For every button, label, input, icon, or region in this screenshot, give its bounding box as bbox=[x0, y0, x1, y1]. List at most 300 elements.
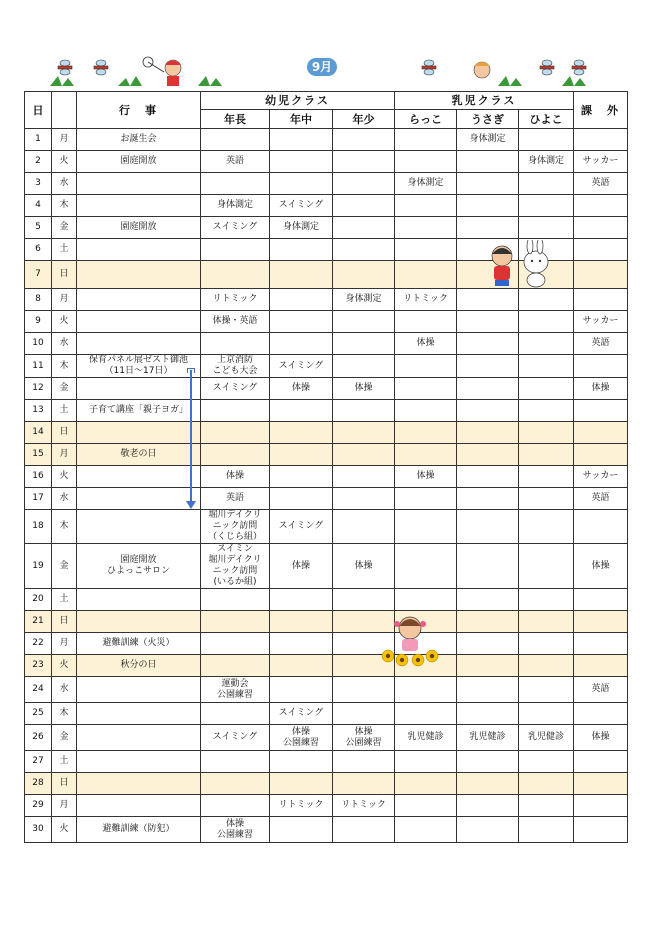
rakko-cell bbox=[395, 510, 457, 544]
event-cell bbox=[77, 703, 201, 725]
header-youji-class: 幼児クラス bbox=[201, 92, 395, 110]
nencho-cell: 身体測定 bbox=[201, 195, 270, 217]
header-day: 日 bbox=[25, 92, 52, 129]
child-and-bunny-illustration bbox=[482, 240, 554, 288]
table-row bbox=[25, 378, 628, 400]
nensho-cell bbox=[333, 773, 395, 795]
hiyoko-cell bbox=[519, 589, 574, 611]
weekday-cell: 木 bbox=[52, 510, 77, 544]
kagai-cell bbox=[574, 611, 628, 633]
header-events: 行 事 bbox=[77, 92, 201, 129]
kagai-cell bbox=[574, 195, 628, 217]
table-row bbox=[25, 751, 628, 773]
weekday-cell: 火 bbox=[52, 655, 77, 677]
hiyoko-cell bbox=[519, 677, 574, 703]
rakko-cell bbox=[395, 378, 457, 400]
nencho-cell bbox=[201, 611, 270, 633]
nencho-cell bbox=[201, 444, 270, 466]
dragonfly-and-child-illustration bbox=[48, 52, 238, 90]
day-number-cell: 16 bbox=[25, 466, 52, 488]
date-range-arrow-head bbox=[186, 501, 196, 509]
table-row bbox=[25, 444, 628, 466]
day-number-cell: 26 bbox=[25, 725, 52, 751]
hiyoko-cell bbox=[519, 400, 574, 422]
nensho-cell bbox=[333, 239, 395, 261]
nenchu-cell bbox=[270, 400, 333, 422]
nenchu-cell: スイミング bbox=[270, 195, 333, 217]
nencho-cell bbox=[201, 173, 270, 195]
kagai-cell: 英語 bbox=[574, 488, 628, 510]
rakko-cell: 体操 bbox=[395, 466, 457, 488]
usagi-cell bbox=[457, 795, 519, 817]
nencho-cell bbox=[201, 773, 270, 795]
table-row bbox=[25, 817, 628, 843]
rakko-cell bbox=[395, 589, 457, 611]
rakko-cell bbox=[395, 795, 457, 817]
hiyoko-cell bbox=[519, 488, 574, 510]
event-cell bbox=[77, 795, 201, 817]
nenchu-cell: スイミング bbox=[270, 510, 333, 544]
kagai-cell bbox=[574, 817, 628, 843]
weekday-cell: 土 bbox=[52, 239, 77, 261]
nenchu-cell bbox=[270, 289, 333, 311]
weekday-cell: 水 bbox=[52, 488, 77, 510]
table-row bbox=[25, 611, 628, 633]
kagai-cell bbox=[574, 589, 628, 611]
day-number-cell: 5 bbox=[25, 217, 52, 239]
weekday-cell: 日 bbox=[52, 611, 77, 633]
weekday-cell: 火 bbox=[52, 311, 77, 333]
hiyoko-cell bbox=[519, 355, 574, 378]
table-row bbox=[25, 773, 628, 795]
nenchu-cell bbox=[270, 422, 333, 444]
hiyoko-cell bbox=[519, 466, 574, 488]
nenchu-cell bbox=[270, 488, 333, 510]
rakko-cell bbox=[395, 261, 457, 289]
nensho-cell bbox=[333, 195, 395, 217]
day-number-cell: 10 bbox=[25, 333, 52, 355]
hiyoko-cell bbox=[519, 655, 574, 677]
rakko-cell: 体操 bbox=[395, 333, 457, 355]
header-nenchu: 年中 bbox=[270, 110, 333, 129]
table-row bbox=[25, 422, 628, 444]
header-nencho: 年長 bbox=[201, 110, 270, 129]
hiyoko-cell bbox=[519, 611, 574, 633]
table-row bbox=[25, 510, 628, 544]
table-row bbox=[25, 725, 628, 751]
hiyoko-cell bbox=[519, 633, 574, 655]
table-row bbox=[25, 488, 628, 510]
hiyoko-cell bbox=[519, 333, 574, 355]
nencho-cell bbox=[201, 655, 270, 677]
usagi-cell bbox=[457, 773, 519, 795]
nencho-cell: 運動会 公園練習 bbox=[201, 677, 270, 703]
nenchu-cell: スイミング bbox=[270, 355, 333, 378]
rakko-cell bbox=[395, 239, 457, 261]
nensho-cell: 体操 公園練習 bbox=[333, 725, 395, 751]
table-row bbox=[25, 151, 628, 173]
rakko-cell bbox=[395, 195, 457, 217]
rakko-cell bbox=[395, 217, 457, 239]
event-cell: 秋分の日 bbox=[77, 655, 201, 677]
nencho-cell bbox=[201, 400, 270, 422]
weekday-cell: 金 bbox=[52, 725, 77, 751]
table-row bbox=[25, 311, 628, 333]
kagai-cell bbox=[574, 400, 628, 422]
day-number-cell: 21 bbox=[25, 611, 52, 633]
nenchu-cell: 身体測定 bbox=[270, 217, 333, 239]
hiyoko-cell bbox=[519, 795, 574, 817]
hiyoko-cell bbox=[519, 703, 574, 725]
girl-with-sunflowers-illustration bbox=[380, 612, 440, 672]
hiyoko-cell bbox=[519, 751, 574, 773]
nencho-cell: 英語 bbox=[201, 151, 270, 173]
nensho-cell bbox=[333, 488, 395, 510]
usagi-cell bbox=[457, 703, 519, 725]
nensho-cell bbox=[333, 444, 395, 466]
table-row bbox=[25, 466, 628, 488]
hiyoko-cell bbox=[519, 817, 574, 843]
kagai-cell: 英語 bbox=[574, 677, 628, 703]
nensho-cell: 体操 bbox=[333, 544, 395, 589]
weekday-cell: 月 bbox=[52, 444, 77, 466]
day-number-cell: 6 bbox=[25, 239, 52, 261]
day-number-cell: 25 bbox=[25, 703, 52, 725]
day-number-cell: 30 bbox=[25, 817, 52, 843]
event-cell: 避難訓練（火災） bbox=[77, 633, 201, 655]
table-row bbox=[25, 129, 628, 151]
usagi-cell bbox=[457, 400, 519, 422]
day-number-cell: 23 bbox=[25, 655, 52, 677]
table-row bbox=[25, 195, 628, 217]
kagai-cell bbox=[574, 217, 628, 239]
nensho-cell bbox=[333, 173, 395, 195]
table-row bbox=[25, 795, 628, 817]
hiyoko-cell bbox=[519, 422, 574, 444]
rakko-cell bbox=[395, 422, 457, 444]
nensho-cell bbox=[333, 355, 395, 378]
weekday-cell: 金 bbox=[52, 544, 77, 589]
rakko-cell bbox=[395, 400, 457, 422]
hiyoko-cell bbox=[519, 129, 574, 151]
rakko-cell bbox=[395, 703, 457, 725]
hiyoko-cell bbox=[519, 378, 574, 400]
weekday-cell: 月 bbox=[52, 795, 77, 817]
kagai-cell: 英語 bbox=[574, 173, 628, 195]
hiyoko-cell bbox=[519, 544, 574, 589]
nenchu-cell bbox=[270, 333, 333, 355]
usagi-cell: 乳児健診 bbox=[457, 725, 519, 751]
nencho-cell: スイミン 堀川デイクリ ニック訪問 (いるか組) bbox=[201, 544, 270, 589]
table-row bbox=[25, 400, 628, 422]
weekday-cell: 日 bbox=[52, 773, 77, 795]
kagai-cell bbox=[574, 795, 628, 817]
weekday-cell: 水 bbox=[52, 173, 77, 195]
day-number-cell: 13 bbox=[25, 400, 52, 422]
day-number-cell: 9 bbox=[25, 311, 52, 333]
day-number-cell: 4 bbox=[25, 195, 52, 217]
table-row bbox=[25, 173, 628, 195]
usagi-cell bbox=[457, 655, 519, 677]
event-cell bbox=[77, 239, 201, 261]
nencho-cell: スイミング bbox=[201, 725, 270, 751]
nensho-cell bbox=[333, 311, 395, 333]
day-number-cell: 2 bbox=[25, 151, 52, 173]
nencho-cell: 体操 公園練習 bbox=[201, 817, 270, 843]
nencho-cell bbox=[201, 703, 270, 725]
kagai-cell: 英語 bbox=[574, 333, 628, 355]
event-cell bbox=[77, 289, 201, 311]
day-number-cell: 15 bbox=[25, 444, 52, 466]
usagi-cell bbox=[457, 195, 519, 217]
nensho-cell bbox=[333, 703, 395, 725]
nencho-cell bbox=[201, 422, 270, 444]
nenchu-cell bbox=[270, 589, 333, 611]
day-number-cell: 20 bbox=[25, 589, 52, 611]
rakko-cell: 身体測定 bbox=[395, 173, 457, 195]
usagi-cell: 身体測定 bbox=[457, 129, 519, 151]
usagi-cell bbox=[457, 217, 519, 239]
nenchu-cell bbox=[270, 611, 333, 633]
weekday-cell: 月 bbox=[52, 633, 77, 655]
nenchu-cell bbox=[270, 311, 333, 333]
nenchu-cell bbox=[270, 444, 333, 466]
event-cell bbox=[77, 422, 201, 444]
nenchu-cell: 体操 bbox=[270, 378, 333, 400]
nensho-cell bbox=[333, 751, 395, 773]
nencho-cell bbox=[201, 129, 270, 151]
kagai-cell: サッカー bbox=[574, 151, 628, 173]
table-row bbox=[25, 217, 628, 239]
kagai-cell bbox=[574, 510, 628, 544]
table-row bbox=[25, 289, 628, 311]
kagai-cell: 体操 bbox=[574, 378, 628, 400]
nenchu-cell bbox=[270, 751, 333, 773]
rakko-cell: リトミック bbox=[395, 289, 457, 311]
event-cell bbox=[77, 378, 201, 400]
nensho-cell bbox=[333, 129, 395, 151]
table-row bbox=[25, 655, 628, 677]
nenchu-cell bbox=[270, 655, 333, 677]
nenchu-cell: 体操 公園練習 bbox=[270, 725, 333, 751]
header-weekday bbox=[52, 92, 77, 129]
day-number-cell: 22 bbox=[25, 633, 52, 655]
usagi-cell bbox=[457, 466, 519, 488]
day-number-cell: 14 bbox=[25, 422, 52, 444]
event-cell bbox=[77, 589, 201, 611]
nenchu-cell: リトミック bbox=[270, 795, 333, 817]
nensho-cell bbox=[333, 677, 395, 703]
event-cell bbox=[77, 173, 201, 195]
kagai-cell: サッカー bbox=[574, 311, 628, 333]
rakko-cell bbox=[395, 355, 457, 378]
table-row bbox=[25, 677, 628, 703]
kagai-cell bbox=[574, 261, 628, 289]
usagi-cell bbox=[457, 544, 519, 589]
nenchu-cell bbox=[270, 633, 333, 655]
nencho-cell bbox=[201, 333, 270, 355]
usagi-cell bbox=[457, 151, 519, 173]
table-row bbox=[25, 589, 628, 611]
table-row bbox=[25, 355, 628, 378]
day-number-cell: 24 bbox=[25, 677, 52, 703]
nenchu-cell bbox=[270, 773, 333, 795]
monthly-schedule-table bbox=[24, 91, 628, 843]
rakko-cell bbox=[395, 677, 457, 703]
nencho-cell bbox=[201, 261, 270, 289]
hiyoko-cell bbox=[519, 311, 574, 333]
event-cell: 敬老の日 bbox=[77, 444, 201, 466]
hiyoko-cell bbox=[519, 173, 574, 195]
nensho-cell bbox=[333, 333, 395, 355]
nenchu-cell bbox=[270, 129, 333, 151]
event-cell bbox=[77, 773, 201, 795]
kagai-cell bbox=[574, 239, 628, 261]
usagi-cell bbox=[457, 677, 519, 703]
kagai-cell: 体操 bbox=[574, 544, 628, 589]
event-cell bbox=[77, 311, 201, 333]
nenchu-cell bbox=[270, 173, 333, 195]
event-cell bbox=[77, 677, 201, 703]
nensho-cell bbox=[333, 422, 395, 444]
usagi-cell bbox=[457, 488, 519, 510]
date-range-arrow bbox=[190, 370, 192, 504]
table-row bbox=[25, 703, 628, 725]
event-cell bbox=[77, 751, 201, 773]
event-cell bbox=[77, 466, 201, 488]
nencho-cell: 体操・英語 bbox=[201, 311, 270, 333]
event-cell bbox=[77, 195, 201, 217]
usagi-cell bbox=[457, 751, 519, 773]
usagi-cell bbox=[457, 355, 519, 378]
rakko-cell bbox=[395, 444, 457, 466]
rakko-cell bbox=[395, 311, 457, 333]
hiyoko-cell bbox=[519, 217, 574, 239]
day-number-cell: 17 bbox=[25, 488, 52, 510]
kagai-cell: 体操 bbox=[574, 725, 628, 751]
table-row bbox=[25, 633, 628, 655]
nenchu-cell bbox=[270, 817, 333, 843]
nencho-cell: 体操 bbox=[201, 466, 270, 488]
kagai-cell bbox=[574, 422, 628, 444]
nensho-cell bbox=[333, 261, 395, 289]
month-badge: 9月 bbox=[307, 58, 337, 76]
hiyoko-cell bbox=[519, 773, 574, 795]
event-cell bbox=[77, 488, 201, 510]
event-cell: 避難訓練（防犯） bbox=[77, 817, 201, 843]
event-cell: お誕生会 bbox=[77, 129, 201, 151]
weekday-cell: 水 bbox=[52, 677, 77, 703]
header-hiyoko: ひよこ bbox=[519, 110, 574, 129]
event-cell bbox=[77, 510, 201, 544]
nensho-cell bbox=[333, 510, 395, 544]
nensho-cell: 身体測定 bbox=[333, 289, 395, 311]
event-cell: 保育パネル展ゼスト御池 （11日～17日） bbox=[77, 355, 201, 378]
weekday-cell: 金 bbox=[52, 217, 77, 239]
day-number-cell: 11 bbox=[25, 355, 52, 378]
weekday-cell: 水 bbox=[52, 333, 77, 355]
event-cell: 園庭開放 bbox=[77, 217, 201, 239]
header-kagai: 課 外 bbox=[574, 92, 628, 129]
nensho-cell bbox=[333, 151, 395, 173]
weekday-cell: 土 bbox=[52, 400, 77, 422]
kagai-cell bbox=[574, 633, 628, 655]
weekday-cell: 金 bbox=[52, 378, 77, 400]
day-number-cell: 19 bbox=[25, 544, 52, 589]
dragonfly-and-child-illustration-right bbox=[412, 52, 602, 90]
rakko-cell bbox=[395, 773, 457, 795]
day-number-cell: 1 bbox=[25, 129, 52, 151]
hiyoko-cell: 乳児健診 bbox=[519, 725, 574, 751]
kagai-cell bbox=[574, 773, 628, 795]
usagi-cell bbox=[457, 510, 519, 544]
usagi-cell bbox=[457, 378, 519, 400]
nenchu-cell bbox=[270, 239, 333, 261]
day-number-cell: 3 bbox=[25, 173, 52, 195]
weekday-cell: 月 bbox=[52, 289, 77, 311]
nencho-cell bbox=[201, 795, 270, 817]
kagai-cell bbox=[574, 129, 628, 151]
header-rakko: らっこ bbox=[395, 110, 457, 129]
nenchu-cell: 体操 bbox=[270, 544, 333, 589]
day-number-cell: 8 bbox=[25, 289, 52, 311]
hiyoko-cell: 身体測定 bbox=[519, 151, 574, 173]
usagi-cell bbox=[457, 444, 519, 466]
nencho-cell bbox=[201, 751, 270, 773]
weekday-cell: 月 bbox=[52, 129, 77, 151]
usagi-cell bbox=[457, 611, 519, 633]
usagi-cell bbox=[457, 589, 519, 611]
usagi-cell bbox=[457, 422, 519, 444]
header-usagi: うさぎ bbox=[457, 110, 519, 129]
nencho-cell: スイミング bbox=[201, 217, 270, 239]
nencho-cell: 上京消防 こども大会 bbox=[201, 355, 270, 378]
day-number-cell: 7 bbox=[25, 261, 52, 289]
kagai-cell bbox=[574, 289, 628, 311]
hiyoko-cell bbox=[519, 289, 574, 311]
event-cell: 子育て講座「親子ヨガ」 bbox=[77, 400, 201, 422]
rakko-cell bbox=[395, 129, 457, 151]
event-cell: 園庭開放 ひよっこサロン bbox=[77, 544, 201, 589]
header-nensho: 年少 bbox=[333, 110, 395, 129]
kagai-cell bbox=[574, 751, 628, 773]
nenchu-cell bbox=[270, 261, 333, 289]
nencho-cell: リトミック bbox=[201, 289, 270, 311]
nensho-cell bbox=[333, 217, 395, 239]
table-row bbox=[25, 544, 628, 589]
weekday-cell: 日 bbox=[52, 422, 77, 444]
rakko-cell bbox=[395, 817, 457, 843]
nenchu-cell bbox=[270, 466, 333, 488]
nenchu-cell bbox=[270, 151, 333, 173]
nenchu-cell bbox=[270, 677, 333, 703]
kagai-cell bbox=[574, 444, 628, 466]
event-cell: 園庭開放 bbox=[77, 151, 201, 173]
nensho-cell: 体操 bbox=[333, 378, 395, 400]
day-number-cell: 18 bbox=[25, 510, 52, 544]
nensho-cell bbox=[333, 589, 395, 611]
header-nyuji-class: 乳児クラス bbox=[395, 92, 574, 110]
kagai-cell bbox=[574, 703, 628, 725]
event-cell bbox=[77, 725, 201, 751]
hiyoko-cell bbox=[519, 195, 574, 217]
nencho-cell bbox=[201, 589, 270, 611]
kagai-cell bbox=[574, 355, 628, 378]
weekday-cell: 火 bbox=[52, 151, 77, 173]
event-cell bbox=[77, 611, 201, 633]
day-number-cell: 28 bbox=[25, 773, 52, 795]
nenchu-cell: スイミング bbox=[270, 703, 333, 725]
